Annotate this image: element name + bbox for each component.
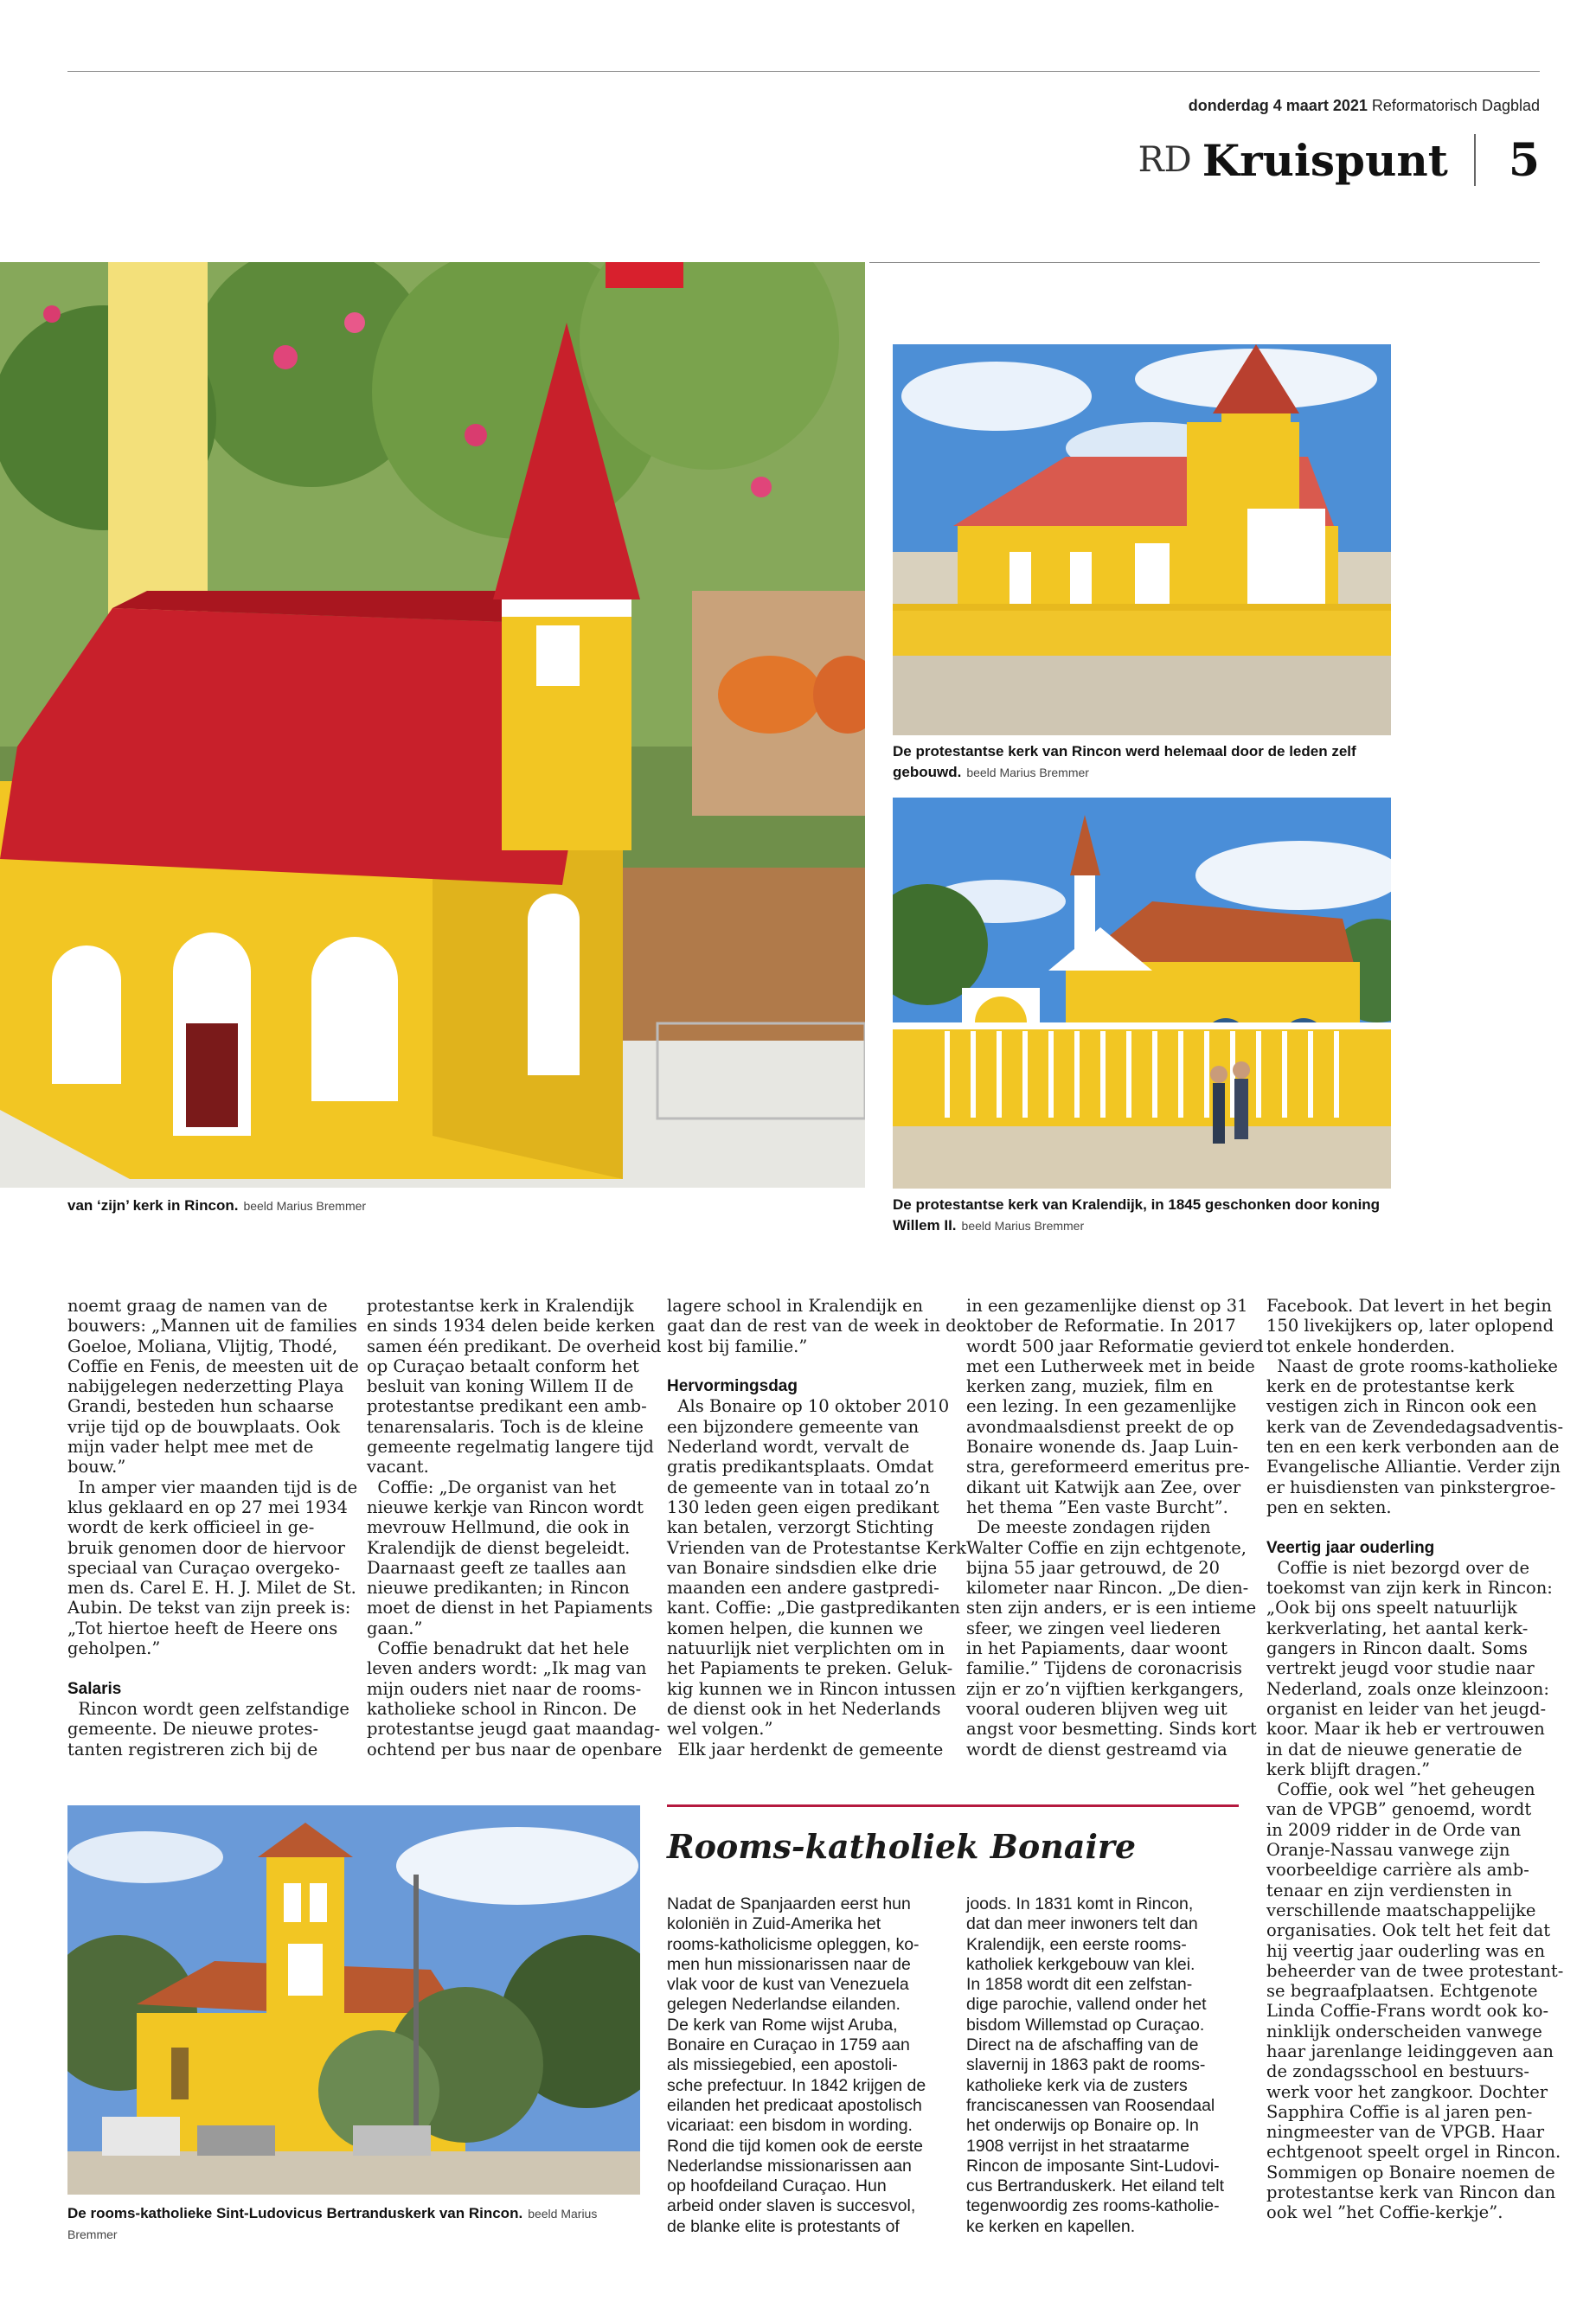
text-line: echtgenoot speelt orgel in Rincon. xyxy=(1266,2142,1561,2163)
text-line: zijn er zo’n vijftien kerkgangers, xyxy=(966,1678,1244,1699)
text-line: Kralendijk, een eerste rooms- xyxy=(966,1934,1187,1954)
text-line: franciscanessen van Roosendaal xyxy=(966,2095,1215,2115)
text-line: mijn ouders niet naar de rooms- xyxy=(367,1678,642,1699)
text-line: het onderwijs op Bonaire op. In xyxy=(966,2116,1199,2136)
text-line: in het Papiaments, daar woont xyxy=(966,1638,1227,1659)
text-line: In amper vier maanden tijd is de xyxy=(67,1477,358,1497)
text-line: in een gezamenlijke dienst op 31 xyxy=(966,1296,1248,1316)
photo-credit: beeld Marius Bremmer xyxy=(961,1219,1085,1233)
section-header xyxy=(1138,130,1540,190)
text-line: tot enkele honderden. xyxy=(1266,1336,1456,1356)
text-line: toekomst van zijn kerk in Rincon: xyxy=(1266,1578,1553,1599)
text-line: Daarnaast geeft ze taalles aan xyxy=(367,1557,627,1578)
text-line: geholpen.” xyxy=(67,1638,161,1659)
text-line: Bonaire en Curaçao in 1759 aan xyxy=(667,2035,910,2055)
text-line: koloniën in Zuid-Amerika het xyxy=(667,1914,881,1934)
issue-date: donderdag 4 maart 2021 xyxy=(1188,97,1368,114)
box-title: Rooms-katholiek Bonaire xyxy=(667,1827,1137,1866)
text-line: In 1858 wordt dit een zelfstan- xyxy=(966,1975,1193,1995)
text-line: Goeloe, Moliana, Vlijtig, Thodé, xyxy=(67,1336,338,1356)
text-line: vicariaat: een bisdom in wording. xyxy=(667,2116,913,2136)
text-line: sten zijn anders, er is een intieme xyxy=(966,1598,1257,1618)
article-column-5 xyxy=(1266,1296,1563,2223)
text-line: tegenwoordig zes rooms-katholie- xyxy=(966,2196,1220,2216)
text-line: ook wel ”het Coffie-kerkje”. xyxy=(1266,2202,1503,2223)
text-line: tenaar en zijn verdiensten in xyxy=(1266,1880,1512,1900)
text-line: Coffie en Fenis, de meesten uit de xyxy=(67,1356,359,1376)
text-line: gratis predikantsplaats. Omdat xyxy=(667,1457,934,1477)
photo-credit: beeld Marius Bremmer xyxy=(243,1199,367,1213)
text-line: koor. Maar ik heb er vertrouwen xyxy=(1266,1719,1545,1740)
box-accent-rule xyxy=(667,1804,1239,1807)
caption-catholic-church xyxy=(67,2203,640,2245)
text-line: er huisdiensten van pinkstergroe- xyxy=(1266,1477,1556,1497)
text-line xyxy=(667,1356,966,1376)
text-line: Rincon de imposante Sint-Ludovi- xyxy=(966,2156,1220,2176)
text-line: als missiegebied, een apostoli- xyxy=(667,2055,898,2075)
photo-catholic-church xyxy=(67,1805,640,2195)
text-line: dat dan meer inwoners telt dan xyxy=(966,1914,1198,1934)
text-line: klus geklaard en op 27 mei 1934 xyxy=(67,1497,348,1517)
text-line: vestigen zich in Rincon ook een xyxy=(1266,1396,1537,1417)
text-line: bouw.” xyxy=(67,1457,126,1477)
photo-divider xyxy=(869,262,1540,263)
text-line: kerk van de Zevendedagsadventis- xyxy=(1266,1416,1564,1437)
text-line: moet de dienst in het Papiaments xyxy=(367,1598,653,1618)
text-line: De kerk van Rome wijst Aruba, xyxy=(667,2015,898,2035)
text-line: kig kunnen we in Rincon intussen xyxy=(667,1678,957,1699)
text-line: Elk jaar herdenkt de gemeente xyxy=(667,1739,944,1759)
text-line: angst voor besmetting. Sinds kort xyxy=(966,1719,1257,1740)
text-line: Nederland wordt, vervalt de xyxy=(667,1437,910,1458)
text-line: bisdom Willemstad op Curaçao. xyxy=(966,2015,1205,2035)
text-line: 150 livekijkers op, later oplopend xyxy=(1266,1316,1554,1336)
text-line: Linda Coffie-Frans wordt ook ko- xyxy=(1266,2001,1549,2022)
subheading: Veertig jaar ouderling xyxy=(1266,1538,1435,1557)
text-line: „Ook bij ons speelt natuurlijk xyxy=(1266,1598,1517,1618)
text-line: Nadat de Spanjaarden eerst hun xyxy=(667,1894,911,1913)
text-line: kant. Coffie: „Die gastpredikanten xyxy=(667,1598,960,1618)
text-line: wel volgen.” xyxy=(667,1719,773,1740)
section-prefix: RD xyxy=(1138,140,1192,180)
text-line: familie.” Tijdens de coronacrisis xyxy=(966,1658,1242,1679)
text-line: tanten registreren zich bij de xyxy=(67,1739,318,1759)
article-column-4 xyxy=(966,1296,1264,1759)
text-line: arbeid onder slaven is succesvol, xyxy=(667,2196,916,2216)
text-line: wordt de kerk officieel in ge- xyxy=(67,1517,315,1538)
text-line: gemeente. De nieuwe protes- xyxy=(67,1719,319,1740)
text-line: bijna 55 jaar getrouwd, de 20 xyxy=(966,1557,1221,1578)
text-line: oktober de Reformatie. In 2017 xyxy=(966,1316,1236,1336)
photo-credit: beeld Marius Bremmer xyxy=(67,2207,598,2241)
text-line: sche prefectuur. In 1842 krijgen de xyxy=(667,2075,926,2095)
text-line: op Curaçao betaalt conform het xyxy=(367,1356,639,1376)
text-line: Aubin. De tekst van zijn preek is: xyxy=(67,1598,351,1618)
text-line xyxy=(1266,1517,1563,1537)
subheading: Hervormingsdag xyxy=(667,1377,798,1396)
subheading: Salaris xyxy=(67,1679,122,1698)
text-line: stra, gereformeerd emeritus pre- xyxy=(966,1457,1250,1477)
text-line: katholiek kerkgebouw van klei. xyxy=(966,1954,1195,1974)
text-line: nieuwe kerkje van Rincon wordt xyxy=(367,1497,644,1517)
text-line: avondmaalsdienst preekt de op xyxy=(966,1416,1234,1437)
text-line: Sommigen op Bonaire noemen de xyxy=(1266,2162,1555,2182)
text-line: cus Bertranduskerk. Het eiland telt xyxy=(966,2176,1225,2196)
text-line: vlak voor de kust van Venezuela xyxy=(667,1975,909,1995)
text-line: Facebook. Dat levert in het begin xyxy=(1266,1296,1552,1316)
text-line: maanden een andere gastpredi- xyxy=(667,1578,939,1599)
text-line: sfeer, we zingen veel liederen xyxy=(966,1618,1221,1638)
text-line: Walter Coffie en zijn echtgenote, xyxy=(966,1537,1247,1558)
caption-rincon-church xyxy=(893,741,1412,783)
text-line: nabijgelegen nederzetting Playa xyxy=(67,1376,344,1397)
text-line: verschillende maatschappelijke xyxy=(1266,1900,1536,1920)
newspaper-name: Reformatorisch Dagblad xyxy=(1371,97,1540,114)
text-line: wordt de dienst gestreamd via xyxy=(966,1739,1227,1759)
text-line: natuurlijk niet verplichten om in xyxy=(667,1638,945,1659)
text-line: het Papiaments te preken. Geluk- xyxy=(667,1658,953,1679)
section-name: Kruispunt xyxy=(1202,134,1448,186)
text-line: protestantse kerk van Rincon dan xyxy=(1266,2182,1556,2203)
text-line: kerkverlating, het aantal kerk- xyxy=(1266,1618,1529,1638)
text-line: gaan.” xyxy=(367,1618,423,1638)
text-line: Nederlandse missionarissen aan xyxy=(667,2156,912,2176)
article-column-3 xyxy=(667,1296,966,1759)
photo-kralendijk-church xyxy=(893,798,1391,1189)
header-separator xyxy=(1474,134,1476,186)
text-line: en sinds 1934 delen beide kerken xyxy=(367,1316,656,1336)
text-line: in dat de nieuwe generatie de xyxy=(1266,1739,1522,1759)
text-line: ningmeester van de VPGB. Haar xyxy=(1266,2122,1545,2143)
text-line: 1908 verrijst in het straatarme xyxy=(966,2136,1189,2156)
photo-rincon-church xyxy=(893,344,1391,735)
text-line: een bijzondere gemeente van xyxy=(667,1416,920,1437)
text-line: katholieke kerk via de zusters xyxy=(966,2075,1188,2095)
text-line: Als Bonaire op 10 oktober 2010 xyxy=(667,1396,950,1417)
text-line: mevrouw Hellmund, die ook in xyxy=(367,1517,630,1538)
text-line: het thema ”Een vaste Burcht”. xyxy=(966,1497,1228,1517)
text-line: gangers in Rincon daalt. Soms xyxy=(1266,1638,1528,1659)
text-line: de dienst ook in het Nederlands xyxy=(667,1698,941,1719)
text-line: men hun missionarissen naar de xyxy=(667,1954,911,1974)
page-number: 5 xyxy=(1508,133,1540,187)
text-line: eilanden het predicaat apostolisch xyxy=(667,2095,922,2115)
box-column-2 xyxy=(966,1894,1224,2237)
text-line: „Tot hiertoe heeft de Heere ons xyxy=(67,1618,338,1638)
text-line: organisaties. Ook telt het feit dat xyxy=(1266,1920,1551,1941)
text-line: Vrienden van de Protestantse Kerk xyxy=(667,1537,967,1558)
text-line: Oranje-Nassau vanwege zijn xyxy=(1266,1840,1510,1861)
text-line: voorbeeldige carrière als amb- xyxy=(1266,1860,1529,1881)
text-line: Nederland, zoals onze kleinzoon: xyxy=(1266,1678,1549,1699)
text-line: beheerder van de twee protestant- xyxy=(1266,1960,1564,1981)
text-line: ninklijk onderscheiden vanwege xyxy=(1266,2021,1542,2041)
text-line: Grandi, besteden hun schaarse xyxy=(67,1396,334,1417)
text-line: Coffie is niet bezorgd over de xyxy=(1266,1557,1530,1578)
text-line: kerken zang, muziek, film en xyxy=(966,1376,1214,1397)
photo-model-church xyxy=(0,262,865,1188)
text-line: Coffie: „De organist van het xyxy=(367,1477,617,1497)
text-line: samen één predikant. De overheid xyxy=(367,1336,662,1356)
caption-text: De protestantse kerk van Rincon werd helemaal door de leden zelf gebouwd. xyxy=(893,743,1356,780)
text-line: de gemeente van in totaal zo’n xyxy=(667,1477,931,1497)
text-line: op hoofdeiland Curaçao. Hun xyxy=(667,2176,887,2196)
text-line: de zondagsschool en bestuurs- xyxy=(1266,2061,1529,2082)
text-line: de blanke elite is protestants of xyxy=(667,2216,900,2236)
text-line: wordt 500 jaar Reformatie gevierd xyxy=(966,1336,1264,1356)
text-line: protestantse kerk in Kralendijk xyxy=(367,1296,634,1316)
text-line: kilometer naar Rincon. „De dien- xyxy=(966,1578,1249,1599)
text-line: pen en sekten. xyxy=(1266,1497,1392,1517)
text-line: Evangelische Alliantie. Verder zijn xyxy=(1266,1457,1561,1477)
text-line: protestantse jeugd gaat maandag- xyxy=(367,1719,661,1740)
text-line: tenarensalaris. Toch is de kleine xyxy=(367,1416,644,1437)
text-line: mijn vader helpt mee met de xyxy=(67,1437,314,1458)
text-line: noemt graag de namen van de xyxy=(67,1296,328,1316)
text-line xyxy=(67,1658,359,1678)
text-line: Rond die tijd komen ook de eerste xyxy=(667,2136,923,2156)
text-line: Rincon wordt geen zelfstandige xyxy=(67,1698,349,1719)
text-line: vacant. xyxy=(367,1457,429,1477)
text-line: Direct na de afschaffing van de xyxy=(966,2035,1199,2055)
text-line: kost bij familie.” xyxy=(667,1336,808,1356)
text-line: ten en een kerk verbonden aan de xyxy=(1266,1437,1560,1458)
text-line: Bonaire wonende ds. Jaap Luin- xyxy=(966,1437,1239,1458)
text-line: Coffie, ook wel ”het geheugen xyxy=(1266,1779,1535,1800)
top-divider xyxy=(67,71,1540,72)
text-line: hij veertig jaar ouderling was en xyxy=(1266,1940,1546,1961)
text-line: van Bonaire sindsdien elke drie xyxy=(667,1557,938,1578)
text-line: ke kerken en kapellen. xyxy=(966,2216,1136,2236)
text-line: organist en leider van het jeugd- xyxy=(1266,1698,1547,1719)
text-line: De meeste zondagen rijden xyxy=(966,1517,1211,1538)
text-line: komen helpen, die kunnen we xyxy=(667,1618,924,1638)
text-line: nieuwe predikanten; in Rincon xyxy=(367,1578,630,1599)
text-line: speciaal van Curaçao overgeko- xyxy=(67,1557,340,1578)
text-line: leven anders wordt: „Ik mag van xyxy=(367,1658,647,1679)
text-line: Coffie benadrukt dat het hele xyxy=(367,1638,630,1659)
text-line: joods. In 1831 komt in Rincon, xyxy=(966,1894,1194,1913)
text-line: vertrekt jeugd voor studie naar xyxy=(1266,1658,1535,1679)
text-line: van de VPGB” genoemd, wordt xyxy=(1266,1799,1532,1820)
text-line: 130 leden geen eigen predikant xyxy=(667,1497,939,1517)
text-line: vrije tijd op de bouwplaats. Ook xyxy=(67,1416,341,1437)
photo-credit: beeld Marius Bremmer xyxy=(966,766,1089,779)
text-line: ochtend per bus naar de openbare xyxy=(367,1739,663,1759)
caption-text: van ‘zijn’ kerk in Rincon. xyxy=(67,1197,239,1214)
caption-text: De rooms-katholieke Sint-Ludovicus Bertranduskerk van Rincon. xyxy=(67,2205,523,2221)
text-line: Sapphira Coffie is al jaren pen- xyxy=(1266,2101,1533,2122)
caption-model-church xyxy=(67,1195,846,1216)
text-line: vooral ouderen blijven weg uit xyxy=(966,1698,1227,1719)
caption-text: De protestantse kerk van Kralendijk, in 1845 geschonken door koning Willem II. xyxy=(893,1196,1381,1234)
text-line: gelegen Nederlandse eilanden. xyxy=(667,1995,901,2015)
text-line: lagere school in Kralendijk en xyxy=(667,1296,924,1316)
text-line: bouwers: „Mannen uit de families xyxy=(67,1316,357,1336)
article-column-2 xyxy=(367,1296,662,1759)
text-line: werk voor het zangkoor. Dochter xyxy=(1266,2081,1548,2102)
text-line: met een Lutherweek met in beide xyxy=(966,1356,1255,1376)
caption-kralendijk-church xyxy=(893,1195,1412,1236)
text-line: rooms-katholicisme opleggen, ko- xyxy=(667,1934,920,1954)
text-line: Kralendijk de dienst begeleidt. xyxy=(367,1537,631,1558)
text-line: dige parochie, vallend onder het xyxy=(966,1995,1207,2015)
text-line: slavernij in 1863 pakt de rooms- xyxy=(966,2055,1206,2075)
text-line: een lezing. In een gezamenlijke xyxy=(966,1396,1237,1417)
box-column-1 xyxy=(667,1894,926,2237)
text-line: Naast de grote rooms-katholieke xyxy=(1266,1356,1558,1376)
text-line: haar jarenlange leidinggeven aan xyxy=(1266,2041,1554,2061)
text-line: dikant uit Katwijk aan Zee, over xyxy=(966,1477,1241,1497)
text-line: men ds. Carel E. H. J. Milet de St. xyxy=(67,1578,356,1599)
text-line: kerk en de protestantse kerk xyxy=(1266,1376,1515,1397)
text-line: besluit van koning Willem II de xyxy=(367,1376,634,1397)
text-line: katholieke school in Rincon. De xyxy=(367,1698,637,1719)
text-line: kan betalen, verzorgt Stichting xyxy=(667,1517,934,1538)
text-line: bruik genomen door de hiervoor xyxy=(67,1537,345,1558)
text-line: gemeente regelmatig langere tijd xyxy=(367,1437,654,1458)
dateline xyxy=(1189,97,1540,115)
text-line: se begraafplaatsen. Echtgenote xyxy=(1266,1981,1538,2002)
text-line: in 2009 ridder in de Orde van xyxy=(1266,1819,1522,1840)
text-line: protestantse predikant een amb- xyxy=(367,1396,647,1417)
text-line: kerk blijft dragen.” xyxy=(1266,1759,1431,1779)
article-column-1 xyxy=(67,1296,359,1759)
text-line: gaat dan de rest van de week in de xyxy=(667,1316,967,1336)
